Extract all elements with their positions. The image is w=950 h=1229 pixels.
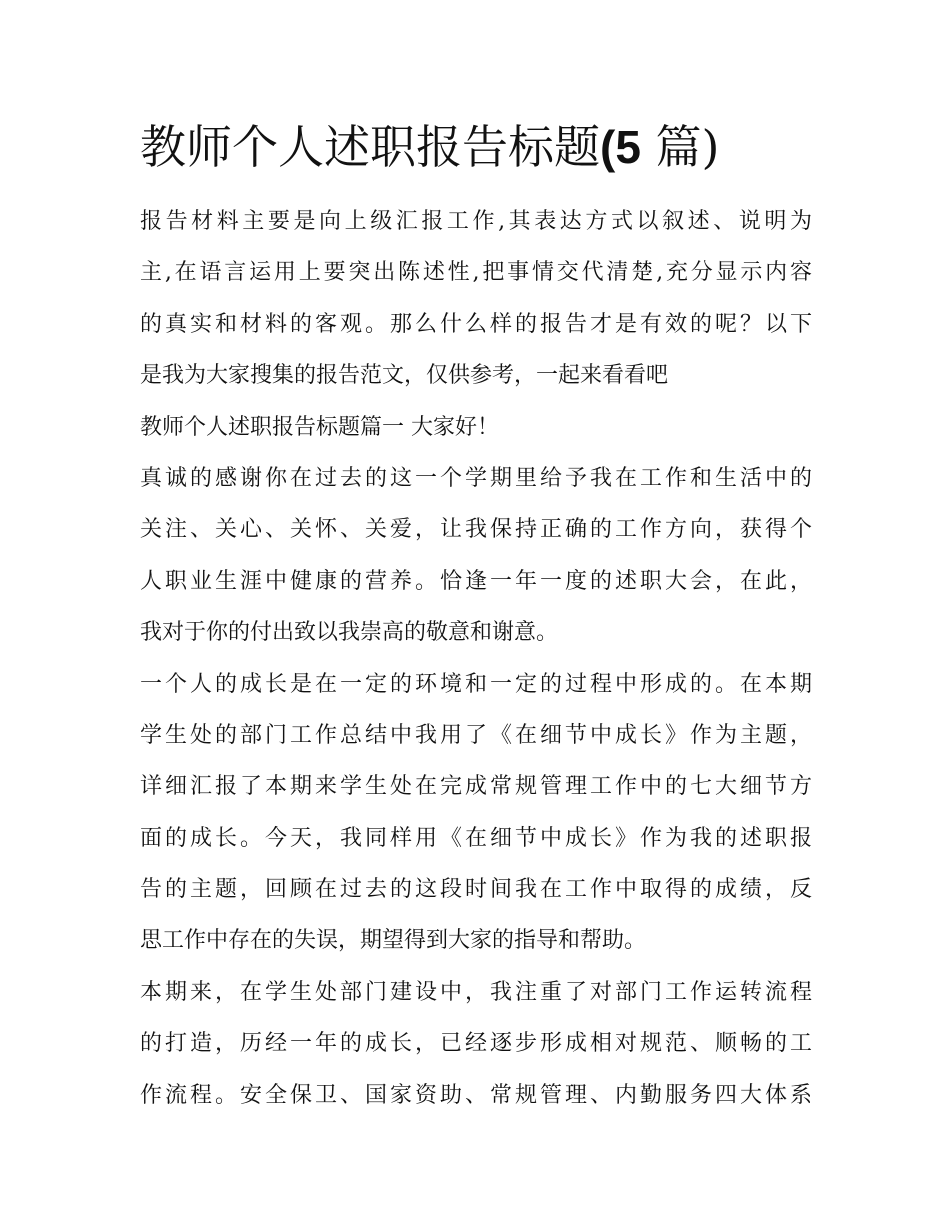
text-line: 本期来，在学生处部门建设中，我注重了对部门工作运转流程: [140, 979, 812, 1005]
text-line: 关注、关心、关怀、关爱，让我保持正确的工作方向，获得个: [140, 517, 812, 543]
text-line: 我对于你的付出致以我崇高的敬意和谢意。: [140, 620, 559, 646]
text-line: 是我为大家搜集的报告范文，仅供参考，一起来看看吧: [140, 363, 669, 389]
document-body: [140, 196, 812, 1121]
text-line: 告的主题，回顾在过去的这段时间我在工作中取得的成绩，反: [140, 877, 812, 903]
text-line: 作流程。安全保卫、国家资助、常规管理、内勤服务四大体系: [140, 1082, 812, 1108]
text-line: 的真实和材料的客观。那么什么样的报告才是有效的呢？以下: [140, 311, 812, 337]
text-line: 报告材料主要是向上级汇报工作,其表达方式以叙述、说明为: [140, 209, 812, 234]
text-line: 面的成长。今天，我同样用《在细节中成长》作为我的述职报: [140, 825, 812, 851]
text-line: 思工作中存在的失误，期望得到大家的指导和帮助。: [140, 928, 647, 954]
document-title: [140, 117, 840, 177]
title-main: 教师个人述职报告标题: [140, 120, 600, 174]
text-line: 详细汇报了本期来学生处在完成常规管理工作中的七大细节方: [140, 774, 812, 800]
text-line: 一个人的成长是在一定的环境和一定的过程中形成的。在本期: [140, 671, 812, 697]
text-line: 学生处的部门工作总结中我用了《在细节中成长》作为主题，: [140, 722, 812, 748]
text-line: 真诚的感谢你在过去的这一个学期里给予我在工作和生活中的: [140, 465, 812, 491]
title-number: (5: [600, 121, 641, 173]
text-line: 的打造，历经一年的成长，已经逐步形成相对规范、顺畅的工: [140, 1031, 812, 1057]
text-line: 教师个人述职报告标题篇一 大家好！: [140, 414, 499, 440]
text-line: 主,在语言运用上要突出陈述性,把事情交代清楚,充分显示内容: [140, 260, 812, 286]
text-line: 人职业生涯中健康的营养。恰逢一年一度的述职大会，在此，: [140, 568, 812, 594]
title-tail: 篇): [655, 120, 720, 174]
